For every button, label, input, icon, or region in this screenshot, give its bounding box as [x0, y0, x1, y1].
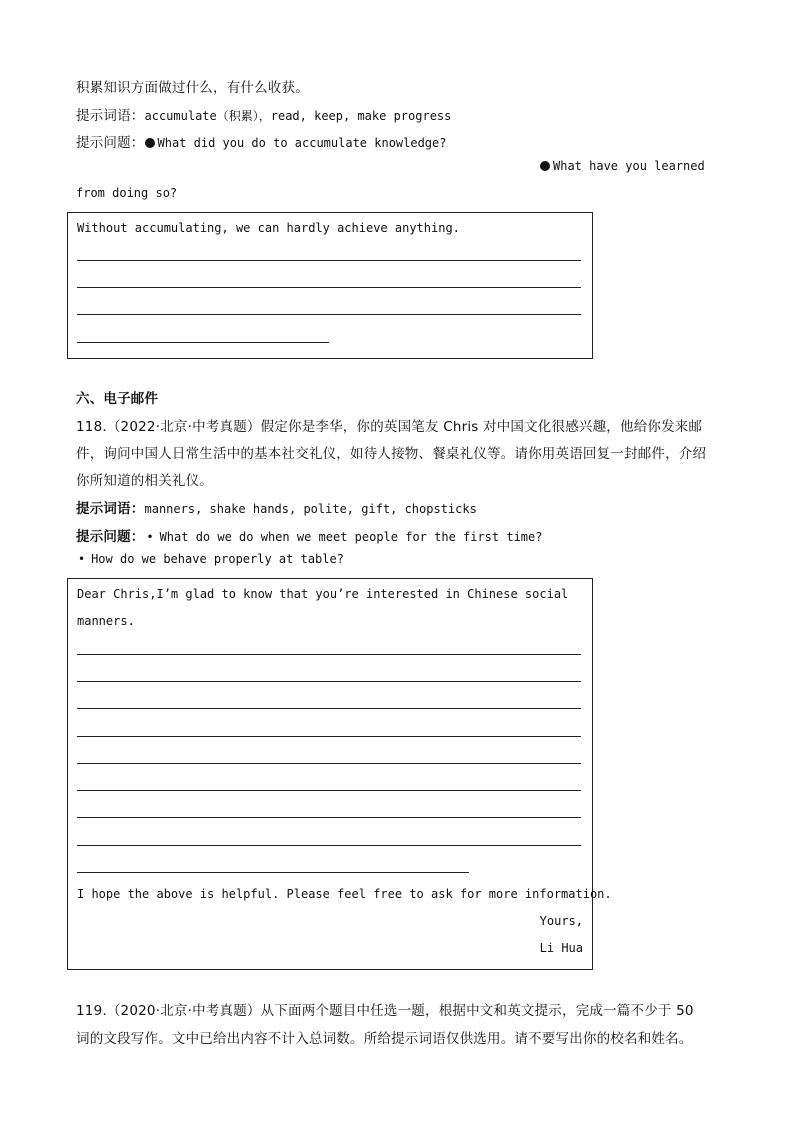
bullet-icon [540, 161, 550, 171]
writing-line [77, 654, 581, 655]
writing-line [77, 845, 581, 846]
writing-line [77, 314, 581, 315]
question-2: What have you learned [553, 159, 705, 173]
writing-line [77, 260, 581, 261]
writing-line [77, 342, 329, 343]
section2-question2-row [76, 552, 344, 567]
problem-119-line1: 119.（2020·北京·中考真题）从下面两个题目中任选一题，根据中文和英文提示，完成一篇不少于 50 [76, 1003, 694, 1019]
writing-line [77, 817, 581, 818]
writing-line [77, 287, 581, 288]
writing-line [77, 872, 469, 873]
answer-box-1-first-line: Without accumulating, we can hardly achieve anything. [77, 221, 460, 235]
email-greeting-line2: manners. [77, 614, 135, 628]
question-1: What did you do to accumulate knowledge? [157, 136, 447, 150]
problem-118-line1: 118.（2022·北京·中考真题）假定你是李华，你的英国笔友 Chris 对中国文化很感兴趣，他给你发来邮 [76, 419, 703, 435]
email-signature: Li Hua [539, 941, 583, 955]
writing-line [77, 763, 581, 764]
questions-label: 提示问题： [76, 529, 145, 545]
email-signoff: Yours, [539, 914, 583, 928]
writing-line [77, 736, 581, 737]
problem-118-line2: 件，询问中国人日常生活中的基本社交礼仪，如待人接物、餐桌礼仪等。请你用英语回复一封邮件，介绍 [76, 446, 707, 462]
questions-label: 提示问题： [76, 135, 145, 151]
dot-icon: • [78, 552, 86, 566]
answer-box-1 [67, 212, 593, 359]
writing-line [77, 708, 581, 709]
keywords-label: 提示词语： [76, 501, 145, 517]
keywords-text: accumulate（积累），read, keep, make progress [144, 109, 452, 123]
section1-question2-row [540, 159, 705, 174]
question-1: What do we do when we meet people for the first time? [159, 530, 543, 544]
problem-119-line2: 词的文段写作。文中已给出内容不计入总词数。所给提示词语仅供选用。请不要写出你的校名和姓名。 [76, 1031, 693, 1047]
email-closing: I hope the above is helpful. Please feel free to ask for more information. [77, 887, 612, 901]
section2-question1-row [76, 525, 542, 545]
problem-118-line3: 你所知道的相关礼仪。 [76, 473, 213, 489]
keywords-label: 提示词语： [76, 108, 145, 124]
answer-box-email [67, 578, 612, 970]
dot-icon: • [146, 530, 154, 544]
section-heading-email: 六、电子邮件 [76, 391, 159, 407]
email-greeting-line: Dear Chris,I’m glad to know that you’re interested in Chinese social [77, 587, 569, 601]
section1-intro: 积累知识方面做过什么，有什么收获。 [76, 80, 309, 96]
section1-keywords-row [76, 104, 451, 124]
bullet-icon [145, 138, 155, 148]
keywords-text: manners, shake hands, polite, gift, chopsticks [144, 502, 477, 516]
section2-keywords-row [76, 497, 477, 517]
section1-question1-row [76, 131, 446, 151]
writing-line [77, 681, 581, 682]
question-2-continuation: from doing so? [76, 186, 178, 200]
question-2: How do we behave properly at table? [91, 552, 344, 566]
writing-line [77, 790, 581, 791]
